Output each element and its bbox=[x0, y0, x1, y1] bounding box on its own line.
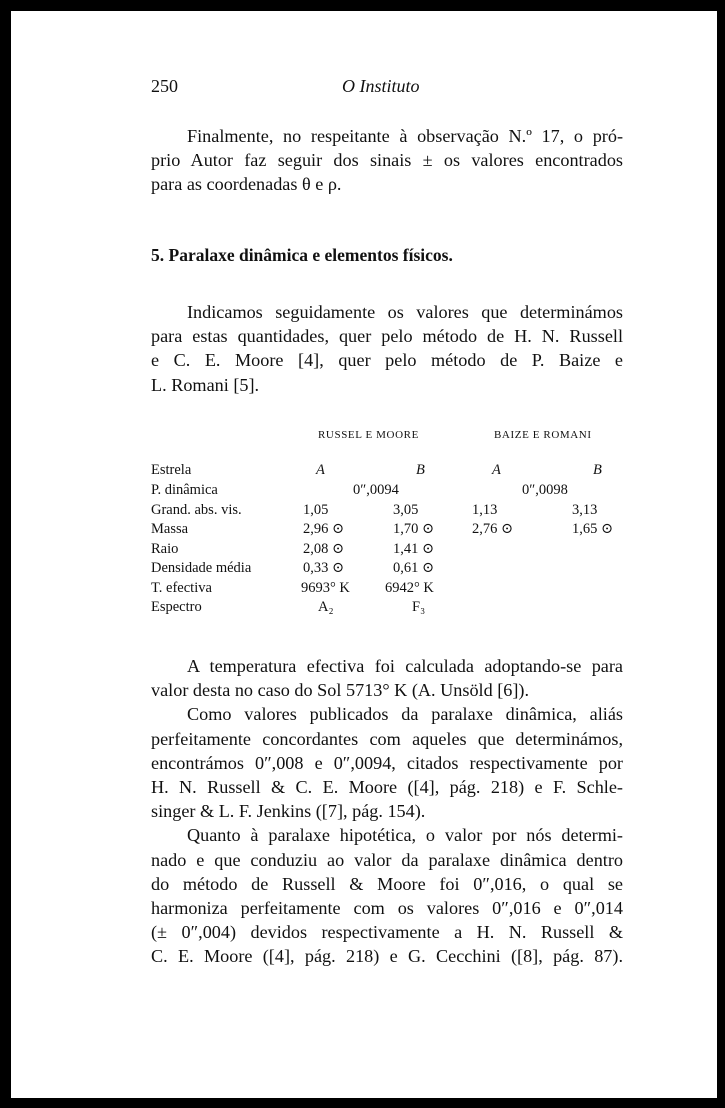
baize-a-value: 2,76 ⊙ bbox=[472, 521, 514, 537]
text-line: (± 0″,004) devidos respectivamente a H. N. Russell & bbox=[151, 922, 623, 943]
text-line: valor desta no caso do Sol 5713° K (A. Unsöld [6]). bbox=[151, 680, 530, 701]
method-paragraph bbox=[151, 300, 623, 397]
group-header-russell-moore: RUSSEL E MOORE bbox=[318, 429, 419, 441]
russell-b-value: 0,61 ⊙ bbox=[393, 560, 435, 576]
col-header-a: A bbox=[316, 462, 325, 478]
table-body bbox=[0, 462, 725, 622]
text-line: harmoniza perfeitamente com os valores 0″,016 e 0″,014 bbox=[151, 898, 623, 919]
baize-b-value: 1,65 ⊙ bbox=[572, 521, 614, 537]
col-header-a: A bbox=[492, 462, 501, 478]
journal-title: O Instituto bbox=[342, 76, 420, 96]
text-line: H. N. Russell & C. E. Moore ([4], pág. 218) e F. Schle- bbox=[151, 777, 623, 798]
col-header-b: B bbox=[416, 462, 425, 478]
section-heading: 5. Paralaxe dinâmica e elementos físicos. bbox=[151, 245, 453, 265]
text-line bbox=[151, 324, 623, 348]
body-text bbox=[151, 654, 623, 969]
group-header-baize-romani: BAIZE E ROMANI bbox=[494, 429, 592, 441]
page-number: 250 bbox=[151, 76, 178, 96]
text-line-content: para estas quantidades, quer pelo método de H. N. Russell bbox=[151, 326, 623, 347]
row-label: P. dinâmica bbox=[151, 482, 218, 498]
text-line: Quanto à paralaxe hipotética, o valor por nós determi- bbox=[187, 825, 623, 846]
russell-b-value: 3,05 bbox=[393, 502, 419, 518]
russell-b-value: F₃ bbox=[412, 599, 426, 615]
col-header-b: B bbox=[593, 462, 602, 478]
russell-a-value: A₂ bbox=[318, 599, 334, 615]
russell-a-value: 9693° K bbox=[301, 580, 350, 596]
text-line: L. Romani [5]. bbox=[151, 374, 260, 395]
text-line: encontrámos 0″,008 e 0″,0094, citados respectivamente por bbox=[151, 752, 623, 773]
row-label: Raio bbox=[151, 541, 179, 557]
row-label: Densidade média bbox=[151, 560, 252, 576]
text-line: do método de Russell & Moore foi 0″,016, o qual se bbox=[151, 873, 623, 894]
row-label: Grand. abs. vis. bbox=[151, 502, 242, 518]
russell-a-value: 0,33 ⊙ bbox=[303, 560, 345, 576]
text-line: A temperatura efectiva foi calculada adoptando-se para bbox=[187, 656, 623, 676]
baize-b-value: 3,13 bbox=[572, 502, 598, 518]
text-line: perfeitamente concordantes com aqueles que determinámos, bbox=[151, 728, 623, 749]
row-label: T. efectiva bbox=[151, 580, 212, 596]
text-line: singer & L. F. Jenkins ([7], pág. 154). bbox=[151, 801, 426, 822]
text-line: nado e que conduziu ao valor da paralaxe dinâmica dentro bbox=[151, 849, 623, 870]
russell-b-value: 6942° K bbox=[385, 580, 434, 596]
russell-a-value: 2,08 ⊙ bbox=[303, 541, 345, 557]
text-line: prio Autor faz seguir dos sinais ± os valores encontrados bbox=[151, 150, 623, 171]
baize-parallax: 0″,0098 bbox=[522, 482, 568, 498]
text-line: Indicamos seguidamente os valores que determinámos bbox=[187, 302, 623, 322]
intro-paragraph bbox=[151, 124, 623, 197]
russell-b-value: 1,41 ⊙ bbox=[393, 541, 435, 557]
text-line: e C. E. Moore [4], quer pelo método de P. Baize e bbox=[151, 350, 623, 371]
row-label: Estrela bbox=[151, 462, 192, 478]
text-line: para as coordenadas θ e ρ. bbox=[151, 174, 342, 195]
russell-b-value: 1,70 ⊙ bbox=[393, 521, 435, 537]
row-label: Espectro bbox=[151, 599, 202, 615]
russell-a-value: 2,96 ⊙ bbox=[303, 521, 345, 537]
text-line: C. E. Moore ([4], pág. 218) e G. Cecchini ([8], pág. 87). bbox=[151, 946, 623, 967]
russell-parallax: 0″,0094 bbox=[353, 482, 399, 498]
running-header bbox=[151, 76, 621, 106]
scan-border-top bbox=[0, 0, 725, 11]
row-label: Massa bbox=[151, 521, 189, 537]
text-line: Finalmente, no respeitante à observação N.º 17, o pró- bbox=[187, 126, 623, 146]
baize-a-value: 1,13 bbox=[472, 502, 498, 518]
scan-border-bottom bbox=[0, 1098, 725, 1108]
russell-a-value: 1,05 bbox=[303, 502, 329, 518]
text-line: Como valores publicados da paralaxe dinâmica, aliás bbox=[187, 704, 623, 725]
